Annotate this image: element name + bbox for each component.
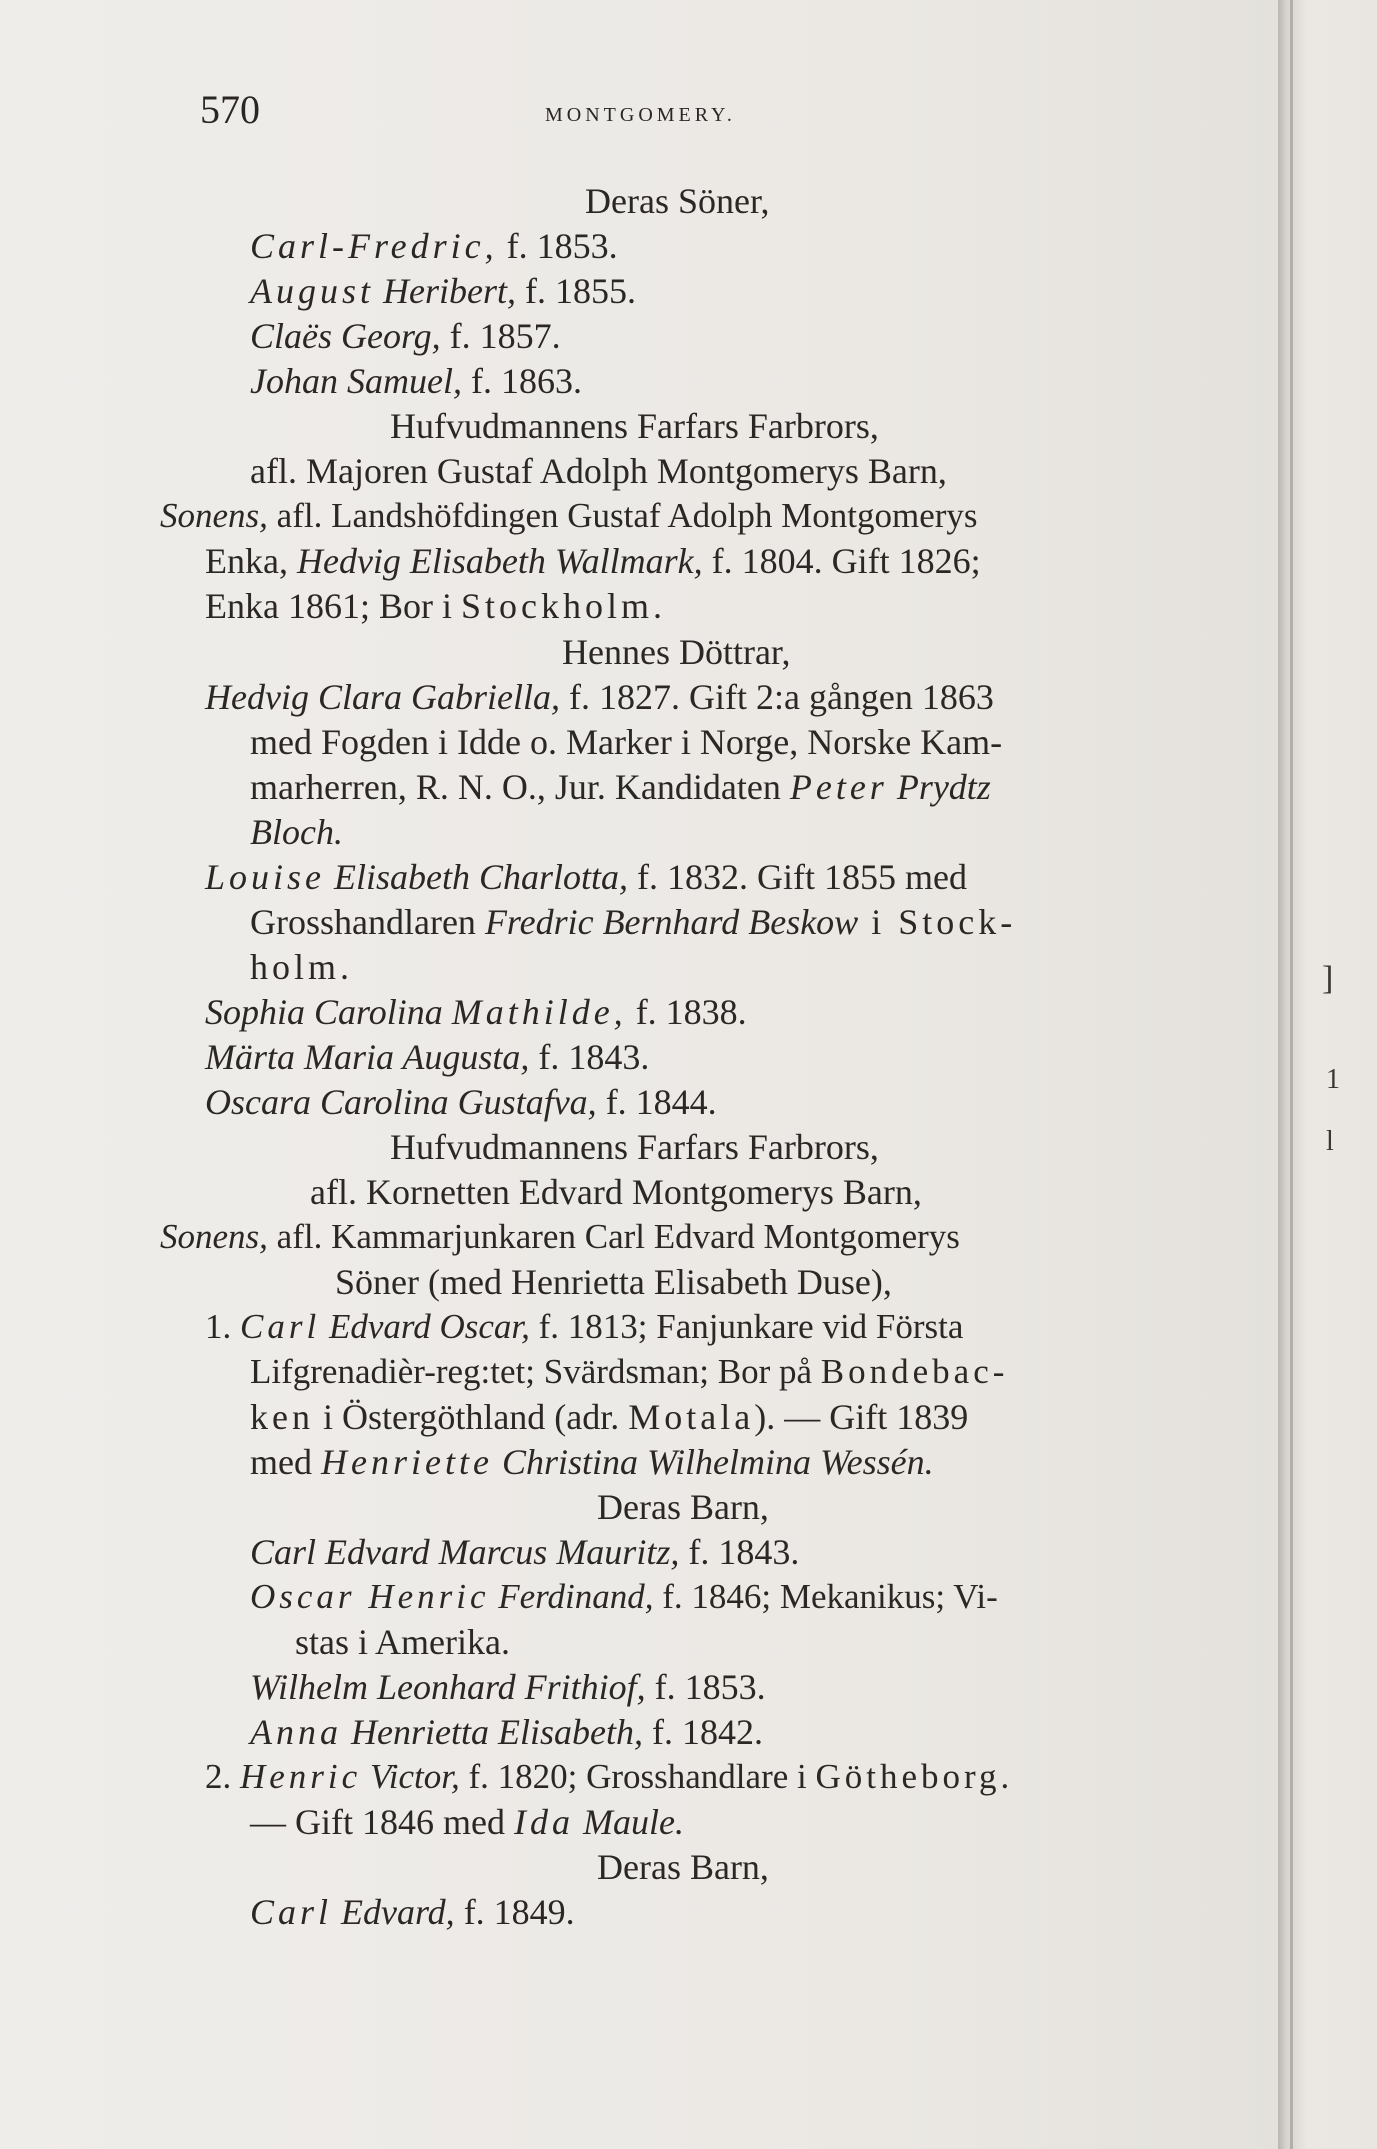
text-line: Märta Maria Augusta, f. 1843. bbox=[205, 1037, 650, 1077]
text-line: Carl-Fredric, f. 1853. bbox=[250, 226, 618, 266]
text-line: Hufvudmannens Farfars Farbrors, bbox=[390, 1127, 879, 1167]
text-line: med Henriette Christina Wilhelmina Wessén. bbox=[250, 1442, 934, 1482]
text-line: Anna Henrietta Elisabeth, f. 1842. bbox=[250, 1712, 763, 1752]
text-line: Oscar Henric Ferdinand, f. 1846; Mekanikus; Vi- bbox=[250, 1577, 998, 1616]
text-line: med Fogden i Idde o. Marker i Norge, Norske Kam- bbox=[250, 722, 1003, 762]
text-line: Johan Samuel, f. 1863. bbox=[250, 361, 582, 401]
text-line: Deras Söner, bbox=[585, 181, 770, 221]
text-line: Lifgrenadièr-reg:tet; Svärdsman; Bor på Bondebac- bbox=[250, 1352, 1009, 1391]
text-line: Söner (med Henrietta Elisabeth Duse), bbox=[335, 1262, 892, 1302]
text-line: 1. Carl Edvard Oscar, f. 1813; Fanjunkare vid Första bbox=[205, 1307, 964, 1346]
text-line: Deras Barn, bbox=[597, 1847, 769, 1887]
text-line: Enka 1861; Bor i Stockholm. bbox=[205, 586, 666, 626]
text-line: — Gift 1846 med Ida Maule. bbox=[250, 1802, 684, 1842]
margin-mark: l bbox=[1326, 1126, 1334, 1157]
text-line: August Heribert, f. 1855. bbox=[250, 271, 636, 311]
text-line: ken i Östergöthland (adr. Motala). — Gift 1839 bbox=[250, 1397, 969, 1437]
text-line: Carl Edvard, f. 1849. bbox=[250, 1892, 575, 1932]
text-line: Bloch. bbox=[250, 812, 343, 852]
text-line: Deras Barn, bbox=[597, 1487, 769, 1527]
text-line: afl. Kornetten Edvard Montgomerys Barn, bbox=[310, 1172, 922, 1212]
text-line: Enka, Hedvig Elisabeth Wallmark, f. 1804. Gift 1826; bbox=[205, 541, 981, 581]
margin-mark: ] bbox=[1322, 960, 1334, 997]
binding-fold-line bbox=[1290, 0, 1293, 2149]
running-head: MONTGOMERY. bbox=[545, 104, 736, 126]
text-line: holm. bbox=[250, 947, 354, 987]
text-line: Hedvig Clara Gabriella, f. 1827. Gift 2:a gången 1863 bbox=[205, 677, 994, 717]
text-line: afl. Majoren Gustaf Adolph Montgomerys Barn, bbox=[250, 451, 947, 491]
text-line: Claës Georg, f. 1857. bbox=[250, 316, 561, 356]
text-line: Wilhelm Leonhard Frithiof, f. 1853. bbox=[250, 1667, 766, 1707]
text-line: Sonens, afl. Kammarjunkaren Carl Edvard Montgomerys bbox=[160, 1217, 960, 1256]
text-line: Sophia Carolina Mathilde, f. 1838. bbox=[205, 992, 747, 1032]
text-line: stas i Amerika. bbox=[295, 1622, 510, 1662]
text-line: Oscara Carolina Gustafva, f. 1844. bbox=[205, 1082, 717, 1122]
text-line: marherren, R. N. O., Jur. Kandidaten Peter Prydtz bbox=[250, 767, 991, 807]
margin-mark: 1 bbox=[1326, 1064, 1340, 1095]
text-line: Carl Edvard Marcus Mauritz, f. 1843. bbox=[250, 1532, 800, 1572]
text-line: Louise Elisabeth Charlotta, f. 1832. Gift 1855 med bbox=[205, 857, 967, 897]
text-line: Sonens, afl. Landshöfdingen Gustaf Adolph Montgomerys bbox=[160, 496, 978, 535]
text-line: 2. Henric Victor, f. 1820; Grosshandlare i Götheborg. bbox=[205, 1757, 1014, 1796]
text-line: Hennes Döttrar, bbox=[562, 632, 791, 672]
page-header bbox=[200, 86, 1200, 136]
text-line: Grosshandlaren Fredric Bernhard Beskow i Stock- bbox=[250, 902, 1017, 942]
text-line: Hufvudmannens Farfars Farbrors, bbox=[390, 406, 879, 446]
page-number: 570 bbox=[200, 87, 260, 132]
